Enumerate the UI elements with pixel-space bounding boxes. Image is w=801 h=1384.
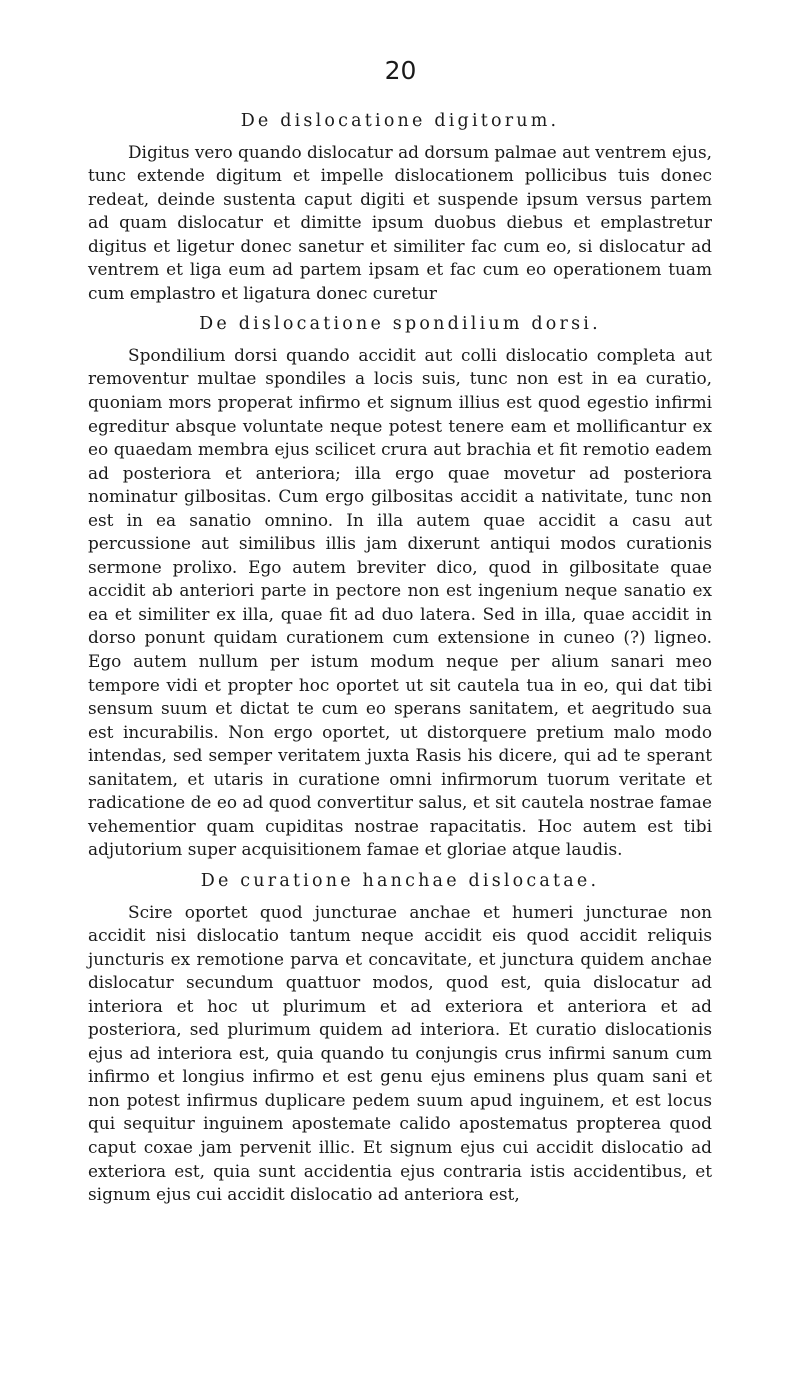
section-heading-hanchae: De curatione hanchae dislocatae. [200,870,600,891]
page-number: 20 [384,56,417,85]
section-paragraph-digitorum: Digitus vero quando dislocatur ad dorsum palmae aut ventrem ejus, tunc extende digitum et impelle dislocationem pollicibus tuis donec redeat, deinde sustenta caput digiti et suspende ipsum versus partem ad quam dislocatur et dimitte ipsum duobus diebus et emplastretur digitus et ligetur donec sanetur et similiter fac cum eo, si dislocatur ad ventrem et liga eum ad partem ipsam et fac cum eo operationem tuam cum emplastro et ligatura donec curetur [88,141,712,303]
section-heading-digitorum: De dislocatione digitorum. [240,111,560,131]
page-body [88,110,712,1207]
section-paragraph-spondilium: Spondilium dorsi quando accidit aut colli dislocatio completa aut removentur multae spondiles a locis suis, tunc non est in ea curatio, quoniam mors properat infirmo et signum illius est quod egestio infirmi egreditur absque voluntate neque potest tenere eam et mollificantur ex eo quaedam membra ejus scilicet crura aut brachia et fit remotio eadem ad posteriora et anteriora; illa ergo quae movetur ad posteriora nominatur gilbositas. Cum ergo gilbositas accidit a nativitate, tunc non est in ea sanatio omnino. In illa autem quae accidit a casu aut percussione aut similibus illis jam dixerunt antiqui modos curationis sermone prolixo. Ego autem breviter dico, quod in gilbositate quae accidit ab anteriori parte in pectore non est ingenium neque sanatio ex ea et similiter ex illa, quae fit ad duo latera. Sed in illa, quae accidit in dorso ponunt quidam curationem cum extensione in cuneo (?) ligneo. Ego autem nullum per istum modum neque per alium sanari meo tempore vidi et propter hoc oportet ut sit cautela tua in eo, qui dat tibi sensum suum et dictat te cum eo sperans sanitatem, et aegritudo sua est incurabilis. Non ergo oportet, ut distorquere pretium malo modo intendas, sed semper veritatem juxta Rasis his dicere, qui ad te sperant sanitatem, et utaris in curatione omni infirmorum tuorum veritate et radicatione de eo ad quod convertitur salus, et sit cautela nostrae famae vehementior quam cupiditas nostrae rapacitatis. Hoc autem est tibi adjutorium super acquisitionem famae et gloriae atque laudis. [88,344,712,860]
section-heading-spondilium: De dislocatione spondilium dorsi. [199,314,601,335]
section-paragraph-hanchae: Scire oportet quod juncturae anchae et humeri juncturae non accidit nisi dislocatio tantum neque accidit eis quod accidit reliquis juncturis ex remotione parva et concavitate, et junctura quidem anchae dislocatur secundum quattuor modos, quod est, quia dislocatur ad interiora et hoc ut plurimum et ad exteriora et anteriora et ad posteriora, sed plurimum quidem ad interiora. Et curatio dislocationis ejus ad interiora est, quia quando tu conjungis crus infirmi sanum cum infirmo et longius infirmo et est genu ejus eminens plus quam sani et non potest infirmus duplicare pedem suum apud inguinem, et est locus qui sequitur inguinem apostemate calido apostematus propterea quod caput coxae jam pervenit illic. Et signum ejus cui accidit dislocatio ad exteriora est, quia sunt accidentia ejus contraria istis accidentibus, et signum ejus cui accidit dislocatio ad anteriora est, [88,901,712,1205]
